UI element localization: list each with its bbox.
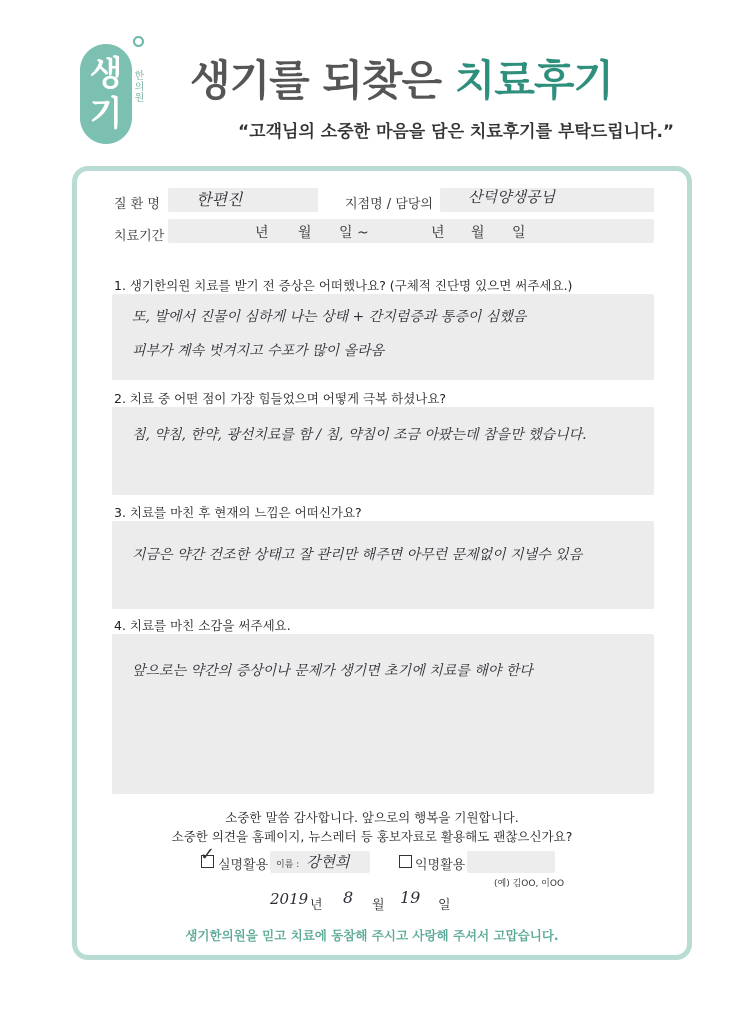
logo-char-bottom: 기 [89, 94, 123, 134]
date-year-value: 2019 [270, 890, 309, 908]
question-3: 3. 치료를 마친 후 현재의 느낌은 어떠신가요? [114, 505, 362, 520]
period-start-month: 월 [298, 225, 312, 241]
check-icon: ✓ [200, 844, 216, 865]
question-2: 2. 치료 중 어떤 점이 가장 힘들었으며 어떻게 극복 하셨나요? [114, 391, 447, 406]
question-4: 4. 치료를 마친 소감을 써주세요. [114, 618, 291, 633]
title-part2: 치료후기 [454, 56, 613, 105]
date-month-value: 8 [343, 888, 354, 907]
answer-2-line-1: 침, 약침, 한약, 광선치료를 함 / 침, 약침이 조금 아팠는데 참을만 했습니다. [132, 427, 587, 443]
date-day-label: 일 [438, 898, 451, 913]
page-subtitle: “고객님의 소중한 마음을 담은 치료후기를 부탁드립니다.” [238, 122, 675, 142]
real-name-label: 실명활용 [218, 858, 269, 873]
footer-message: 생기한의원을 믿고 치료에 동참해 주시고 사랑해 주셔서 고맙습니다. [185, 928, 559, 943]
date-year-label: 년 [310, 898, 323, 913]
answer-1-line-1: 또, 발에서 진물이 심하게 나는 상태 + 간지럼증과 통증이 심했음 [132, 309, 527, 325]
period-label: 치료기간 [114, 229, 165, 244]
answer-1-line-2: 피부가 계속 벗겨지고 수포가 많이 올라옴 [132, 343, 385, 359]
anon-field[interactable] [467, 851, 555, 873]
name-value: 강현희 [306, 853, 350, 871]
period-start-year: 년 [255, 225, 269, 241]
name-label: 이름 : [276, 860, 300, 870]
logo-subtext: 한의원 [132, 70, 143, 103]
date-day-value: 19 [400, 888, 421, 907]
branch-value: 산덕양생공님 [468, 188, 555, 206]
page-title [190, 48, 613, 108]
anon-checkbox[interactable] [399, 855, 412, 868]
thanks-text: 소중한 말씀 감사합니다. 앞으로의 행복을 기원합니다. [225, 810, 519, 825]
title-part1: 생기를 되찾은 [190, 56, 455, 105]
logo-char-top: 생 [89, 54, 123, 94]
answer-box-4[interactable] [112, 634, 654, 794]
date-month-label: 월 [372, 898, 385, 913]
period-end-month: 월 [471, 225, 485, 241]
branch-label: 지점명 / 담당의 [345, 197, 433, 212]
consent-question: 소중한 의견을 홈페이지, 뉴스레터 등 홍보자료로 활용해도 괜찮으신가요? [171, 829, 573, 844]
disease-value: 한편진 [196, 190, 243, 209]
question-1: 1. 생기한의원 치료를 받기 전 증상은 어떠했나요? (구체적 진단명 있으면 써주세요.) [114, 278, 573, 293]
name-example: (예) 김OO, 이OO [494, 879, 565, 889]
answer-4-line-1: 앞으로는 약간의 증상이나 문제가 생기면 초기에 치료를 해야 한다 [132, 663, 533, 679]
period-end-day: 일 [512, 225, 526, 241]
answer-box-3[interactable] [112, 521, 654, 609]
logo-dot-icon [133, 36, 144, 47]
period-start-day: 일 ~ [339, 225, 369, 241]
disease-field[interactable] [168, 188, 318, 212]
disease-label: 질 환 명 [114, 197, 160, 212]
period-field[interactable] [168, 219, 654, 243]
period-end-year: 년 [431, 225, 445, 241]
logo [80, 44, 132, 144]
answer-3-line-1: 지금은 약간 건조한 상태고 잘 관리만 해주면 아무런 문제없이 지낼수 있음 [132, 547, 583, 563]
answer-box-2[interactable] [112, 407, 654, 495]
anon-label: 익명활용 [415, 858, 466, 873]
